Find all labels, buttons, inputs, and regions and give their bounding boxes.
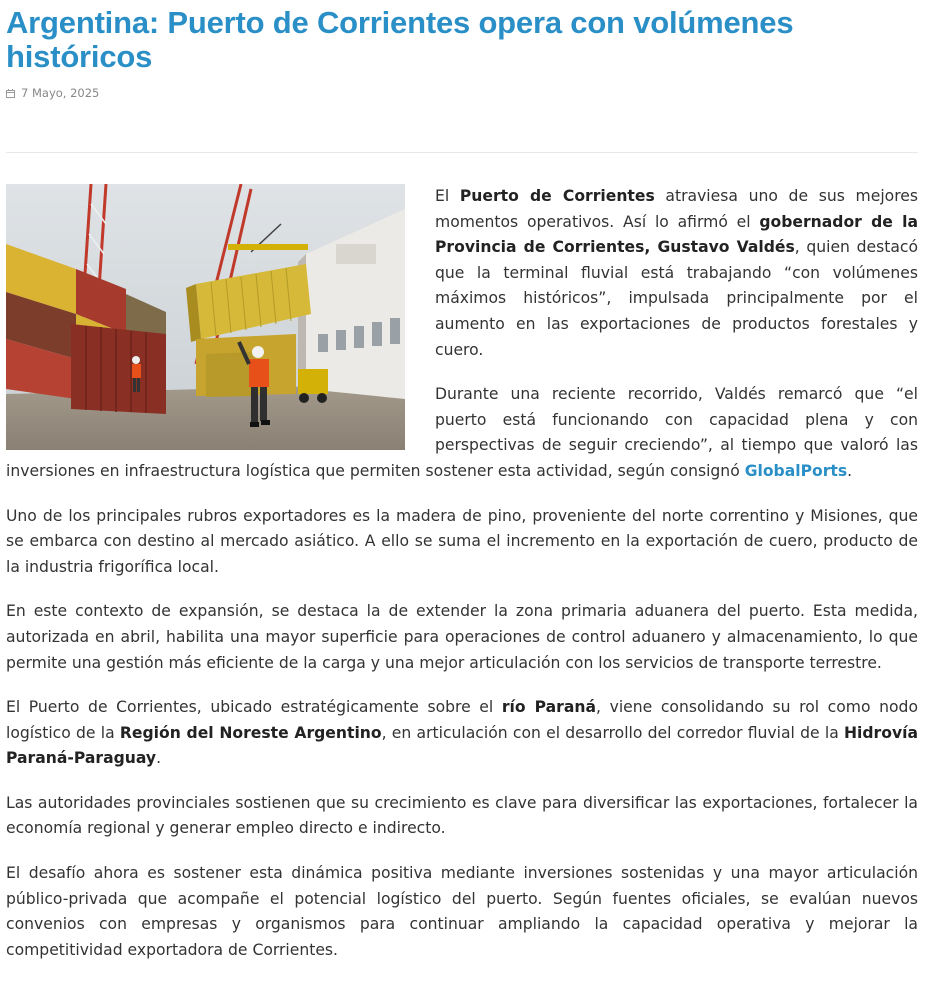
p2-text-1: Durante una reciente recorrido, Valdés remarcó que “el puerto está funcionando con capacidad plena y con perspectivas de seguir creciendo”, al tiempo que valoró las inversiones en infraestructura logística que permiten sostener esta actividad, según consignó <box>6 385 918 480</box>
p5-text-4: . <box>156 749 162 768</box>
article-meta <box>6 85 918 101</box>
divider <box>6 152 918 153</box>
article-photo <box>6 184 405 450</box>
p5-text-3: , en articulación con el desarrollo del corredor fluvial de la <box>381 723 844 742</box>
p2-text-2: . <box>847 461 853 480</box>
paragraph-5 <box>6 695 918 772</box>
p1-text-3: , quien destacó que la terminal fluvial está trabajando “con volúmenes máximos históricos”, impulsada principalmente por el aumento en las exportaciones de productos forestales y cuero. <box>435 238 918 359</box>
p5-text-2: , viene consolidando su rol como nodo logístico de la <box>6 698 918 742</box>
paragraph-6: Las autoridades provinciales sostienen que su crecimiento es clave para diversificar las exportaciones, fortalecer la economía regional y generar empleo directo e indirecto. <box>6 793 918 838</box>
calendar-icon <box>6 89 15 98</box>
globalports-link[interactable]: GlobalPorts <box>744 461 848 480</box>
article <box>6 0 918 959</box>
p1-bold-1: Puerto de Corrientes <box>459 187 655 205</box>
paragraph-4: En este contexto de expansión, se destaca la de extender la zona primaria aduanera del puerto. Esta medida, autorizada en abril, habilita una mayor superficie para operaciones de control aduanero y almacenamiento, lo que permite una gestión más eficiente de la carga y una mejor articulación con los servicios de transporte terrestre. <box>6 602 918 672</box>
paragraph-7: El desafío ahora es sostener esta dinámica positiva mediante inversiones sostenidas y una mayor articulación público-privada que acompañe el potencial logístico del puerto. Según fuentes oficiales, se evalúan nuevos convenios con empresas y organismos para continuar ampliando la capacidad operativa y mejorar la competitividad exportadora de Corrientes. <box>6 864 918 959</box>
p5-text-1: El Puerto de Corrientes, ubicado estratégicamente sobre el <box>6 698 502 717</box>
p5-bold-2: Región del Noreste Argentino <box>119 723 382 742</box>
p1-text-1: El <box>435 187 460 205</box>
article-title: Argentina: Puerto de Corrientes opera con volúmenes históricos <box>6 5 794 74</box>
p1-bold-2: gobernador de la Provincia de Corrientes, Gustavo Valdés <box>435 212 918 257</box>
article-body <box>6 184 918 982</box>
publish-date: 7 Mayo, 2025 <box>21 86 100 100</box>
p5-bold-1: río Paraná <box>501 698 597 717</box>
p1-text-2: atraviesa uno de sus mejores momentos operativos. Así lo afirmó el <box>435 187 918 231</box>
paragraph-3: Uno de los principales rubros exportadores es la madera de pino, proveniente del norte correntino y Misiones, que se embarca con destino al mercado asiático. A ello se suma el incremento en la exportación de cuero, producto de la industria frigorífica local. <box>6 506 918 576</box>
p5-bold-3: Hidrovía Paraná-Paraguay <box>6 723 918 768</box>
